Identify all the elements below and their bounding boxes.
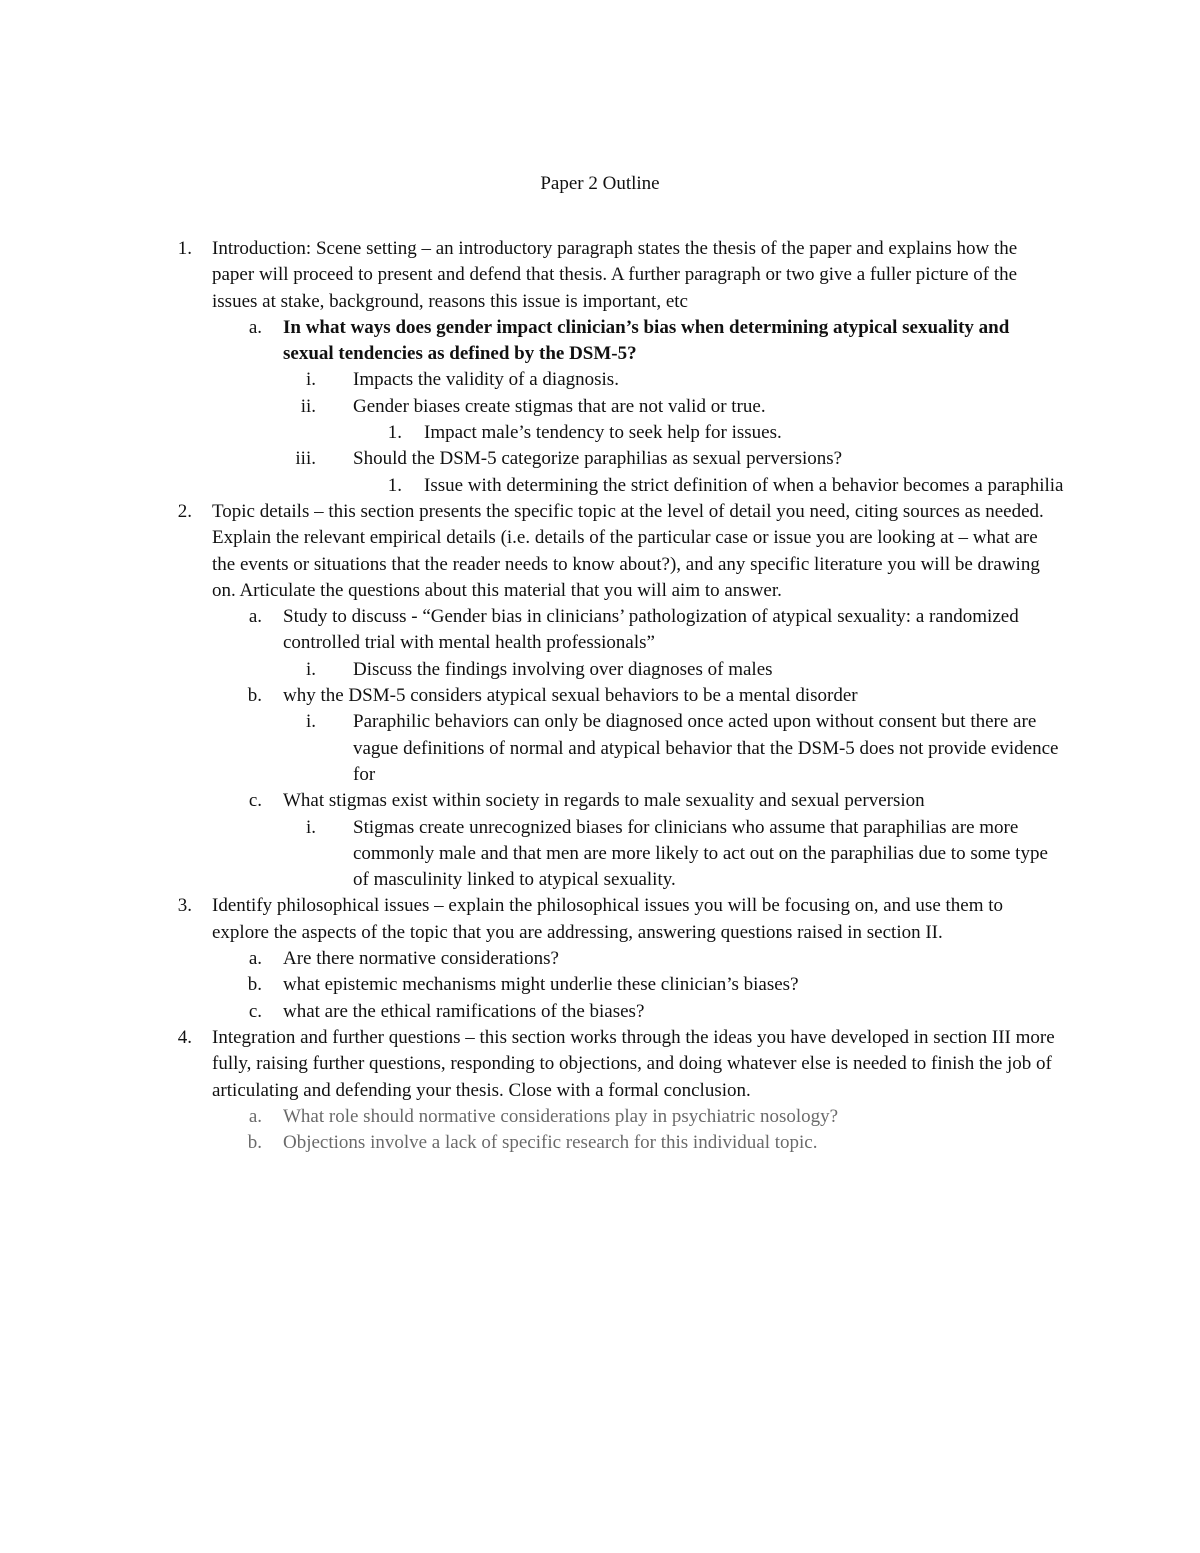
- list-item-text: Should the DSM-5 categorize paraphilias as sexual perversions?: [353, 448, 843, 470]
- list-marker: c.: [248, 790, 262, 812]
- list-item: [0, 946, 1200, 972]
- list-item-text: What stigmas exist within society in regards to male sexuality and sexual perversion: [283, 790, 925, 812]
- list-item: [0, 788, 1200, 893]
- list-item: [0, 367, 1200, 393]
- list-item: [0, 604, 1200, 683]
- outline-section-philosophical-issues: [0, 893, 1200, 1024]
- list-marker: a.: [248, 606, 262, 628]
- section-text: Introduction: Scene setting – an introductory paragraph states the thesis of the paper and explains how the paper will proceed to present and defend that thesis. A further paragraph or two give a fuller picture of the issues at stake, background, reasons this issue is important, etc: [212, 238, 1018, 312]
- list-item: [0, 999, 1200, 1025]
- list-item-text: Discuss the findings involving over diagnoses of males: [353, 658, 773, 680]
- list-marker: c.: [248, 1000, 262, 1022]
- list-item-text: Objections involve a lack of specific research for this individual topic.: [283, 1132, 818, 1154]
- list-item-text: Issue with determining the strict definition of when a behavior becomes a paraphilia: [424, 474, 1064, 496]
- list-item-text: why the DSM-5 considers atypical sexual behaviors to be a mental disorder: [283, 685, 858, 707]
- list-item: [0, 815, 1200, 894]
- list-marker: 2.: [177, 500, 192, 522]
- list-item-text: Impact male’s tendency to seek help for issues.: [424, 422, 782, 444]
- list-item-text: what epistemic mechanisms might underlie these clinician’s biases?: [283, 974, 799, 996]
- list-item-text: Study to discuss - “Gender bias in clinicians’ pathologization of atypical sexuality: a randomized controlled trial with mental health professionals”: [283, 606, 1019, 654]
- list-item: [0, 315, 1200, 499]
- list-marker: b.: [247, 974, 262, 996]
- list-item: [0, 709, 1200, 788]
- outline-list: [0, 236, 1200, 1156]
- list-marker: 1.: [387, 422, 402, 444]
- list-item: [0, 657, 1200, 683]
- list-item: [0, 446, 1200, 499]
- list-item-text: Are there normative considerations?: [283, 948, 559, 970]
- list-marker: ii.: [300, 395, 316, 417]
- list-item-text: Stigmas create unrecognized biases for clinicians who assume that paraphilias are more commonly male and that men are more likely to act out on the paraphilias due to some type of masculinity linked to atypical sexuality.: [353, 816, 1048, 891]
- list-marker: iii.: [295, 448, 316, 470]
- list-item-text: What role should normative considerations play in psychiatric nosology?: [283, 1105, 839, 1127]
- list-item-text: Gender biases create stigmas that are not valid or true.: [353, 395, 766, 417]
- section-text: Identify philosophical issues – explain the philosophical issues you will be focusing on, and use them to explore the aspects of the topic that you are addressing, answering questions raised in section II.: [212, 895, 1004, 943]
- list-marker: 1.: [177, 238, 192, 259]
- list-marker: b.: [247, 1132, 262, 1154]
- outline-section-introduction: [0, 236, 1200, 499]
- list-item-text: what are the ethical ramifications of the biases?: [283, 1000, 645, 1022]
- list-marker: b.: [247, 685, 262, 707]
- list-item: [0, 683, 1200, 788]
- list-marker: i.: [305, 711, 316, 733]
- section-text: Integration and further questions – this section works through the ideas you have developed in section III more fully, raising further questions, responding to objections, and doing whatever else is needed to finish the job of articulating and defending your thesis. Close with a formal conclusion.: [212, 1026, 1055, 1101]
- list-marker: 1.: [387, 474, 402, 496]
- list-marker: a.: [248, 316, 262, 338]
- list-item: [0, 1130, 1200, 1156]
- outline-section-topic-details: [0, 499, 1200, 893]
- list-marker: i.: [305, 816, 316, 838]
- list-marker: 3.: [177, 895, 192, 917]
- list-marker: i.: [305, 369, 316, 391]
- list-item-text: Paraphilic behaviors can only be diagnosed once acted upon without consent but there are vague definitions of normal and atypical behavior that the DSM-5 does not provide evidence for: [353, 711, 1059, 785]
- list-item-text: Impacts the validity of a diagnosis.: [353, 369, 619, 391]
- list-marker: a.: [248, 1105, 262, 1127]
- outline-section-integration: [0, 1025, 1200, 1156]
- list-item: [0, 473, 1200, 499]
- list-marker: i.: [305, 658, 316, 680]
- list-item: [0, 394, 1200, 447]
- section-text: Topic details – this section presents the specific topic at the level of detail you need, citing sources as needed. Explain the relevant empirical details (i.e. details of the particular case or issue you are looking at – what are the events or situations that the reader needs to know about?), and any specific literature you will be drawing on. Articulate the questions about this material that you will aim to answer.: [212, 500, 1044, 601]
- list-item: [0, 1104, 1200, 1130]
- page-title: Paper 2 Outline: [540, 173, 660, 194]
- list-item: [0, 972, 1200, 998]
- list-marker: 4.: [177, 1026, 192, 1048]
- list-marker: a.: [248, 948, 262, 970]
- research-question: In what ways does gender impact clinician’s bias when determining atypical sexuality and sexual tendencies as defined by the DSM-5?: [283, 316, 1010, 365]
- list-item: [0, 420, 1200, 446]
